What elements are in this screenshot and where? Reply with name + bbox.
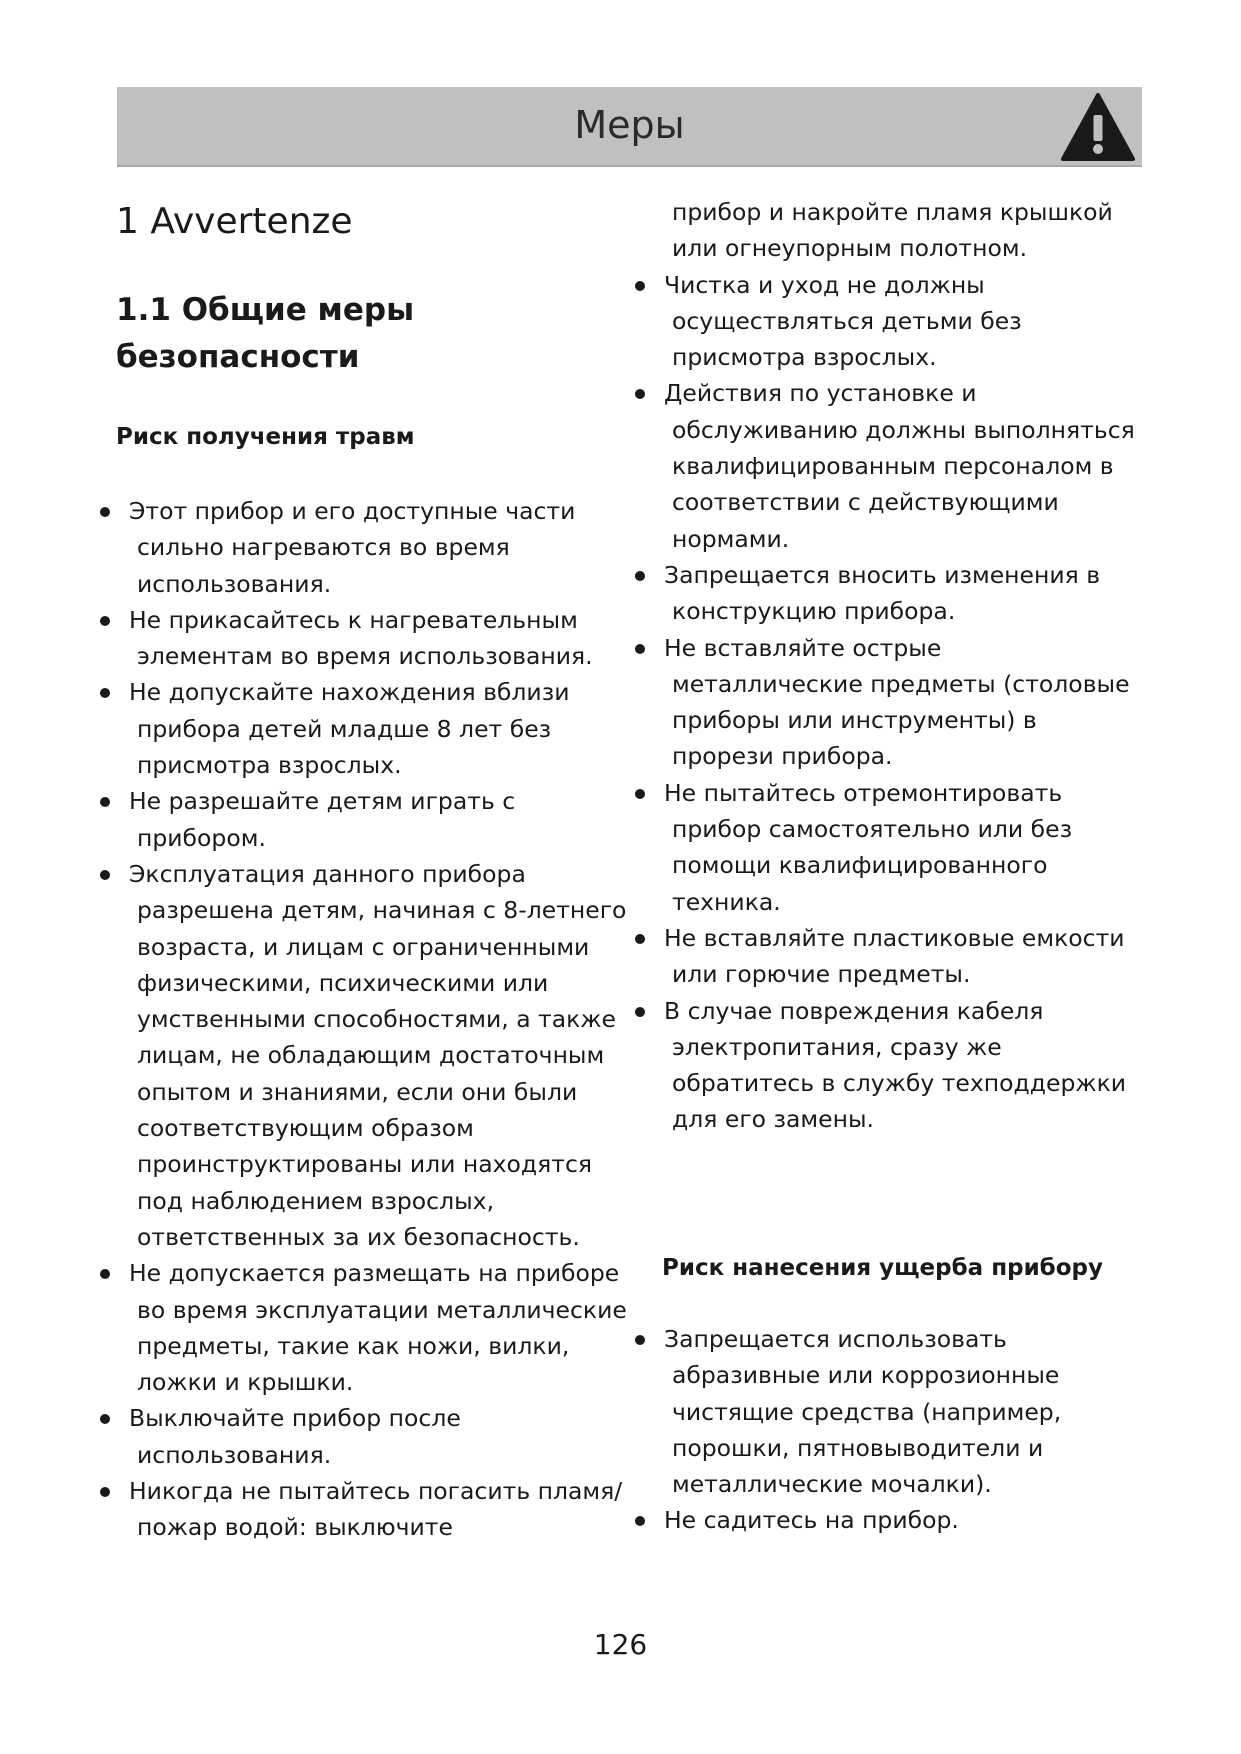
list-item: Этот прибор и его доступные части сильно нагреваются во время использования. xyxy=(100,493,640,602)
list-item: Не садитесь на прибор. xyxy=(635,1502,1135,1538)
header-bar xyxy=(117,87,1142,167)
list-item: Не допускайте нахождения вблизи прибора детей младше 8 лет без присмотра взрослых. xyxy=(100,674,640,783)
list-item: Никогда не пытайтесь погасить пламя/пожар водой: выключите xyxy=(100,1473,640,1546)
list-item: Запрещается вносить изменения в конструкцию прибора. xyxy=(635,557,1135,630)
warning-triangle-icon xyxy=(1060,91,1136,163)
risk-damage-heading: Риск нанесения ущерба прибору xyxy=(662,1255,1103,1281)
list-item: Не разрешайте детям играть с прибором. xyxy=(100,783,640,856)
subsection-title: 1.1 Общие меры безопасности xyxy=(116,292,415,375)
list-item: Действия по установке и обслуживанию должны выполняться квалифицированным персоналом в соответствии с действующими нормами. xyxy=(635,375,1135,556)
risk-injury-list-continued xyxy=(635,194,1135,1138)
list-item: Не допускается размещать на приборе во время эксплуатации металлические предметы, такие как ножи, вилки, ложки и крышки. xyxy=(100,1255,640,1400)
list-item: Не пытайтесь отремонтировать прибор самостоятельно или без помощи квалифицированного техника. xyxy=(635,775,1135,920)
list-item: Чистка и уход не должны осуществляться детьми без присмотра взрослых. xyxy=(635,267,1135,376)
list-item: В случае повреждения кабеля электропитания, сразу же обратитесь в службу техподдержки для его замены. xyxy=(635,993,1135,1138)
list-item: Запрещается использовать абразивные или коррозионные чистящие средства (например, порошки, пятновыводители и металлические мочалки). xyxy=(635,1321,1135,1502)
header-title: Меры xyxy=(574,103,685,147)
list-item: Не прикасайтесь к нагревательным элементам во время использования. xyxy=(100,602,640,675)
list-item-continuation: прибор и накройте пламя крышкой или огнеупорным полотном. xyxy=(672,198,1113,263)
risk-injury-list xyxy=(100,493,640,1546)
list-item: Эксплуатация данного прибора разрешена детям, начиная с 8-летнего возраста, и лицам с ограниченными физическими, психическими или умственными способностями, а также лицам, не обладающим достаточным опытом и знаниями, если они были соответствующим образом проинструктированы или находятся под наблюдением взрослых, ответственных за их безопасность. xyxy=(100,856,640,1255)
risk-injury-heading: Риск получения травм xyxy=(116,424,415,450)
section-title: 1 Avvertenze xyxy=(116,201,353,242)
page-number: 126 xyxy=(593,1628,648,1661)
list-item: Выключайте прибор после использования. xyxy=(100,1400,640,1473)
risk-damage-list xyxy=(635,1321,1135,1539)
list-item: Не вставляйте острые металлические предметы (столовые приборы или инструменты) в прорези прибора. xyxy=(635,630,1135,775)
list-item: Не вставляйте пластиковые емкости или горючие предметы. xyxy=(635,920,1135,993)
